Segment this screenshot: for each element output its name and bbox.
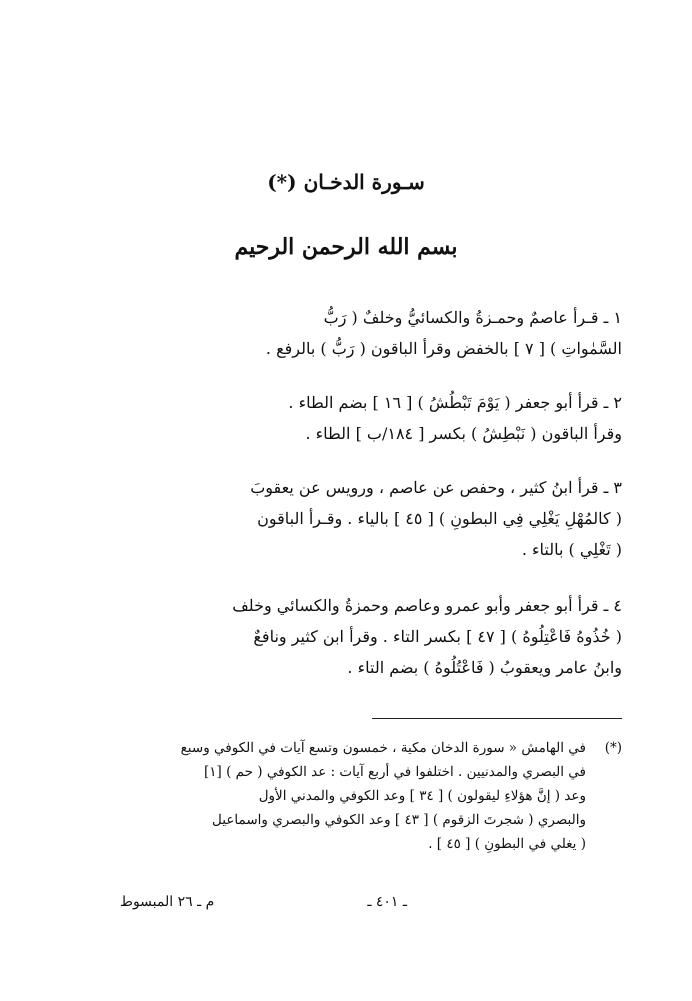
footnote-line: والبصري ( شجرتَ الزقوم ) [ ٤٣ ] وعد الكوفي والبصري واسماعيل [212,812,586,828]
reading-entry-1 [66,302,622,364]
page-number: ـ ٤٠١ ـ [367,894,407,910]
reading-entry-2 [66,387,622,449]
entry-line: السَّمٰواتِ ) [ ٧ ] بالخفض وقرأ الباقون ( رَبُّ ) بالرفع . [265,339,622,358]
entry-line: ( خُذُوهُ فَاعْتِلُوهُ ) [ ٤٧ ] بكسر التاء . وقرأ ابن كثير ونافعٌ [253,627,622,646]
entry-line: وقرأ الباقون ( نَبْطِشُ ) بكسر [ ١٨٤/ب ] الطاء . [305,424,622,443]
entry-line: ( كالمُهْلِ يَغْلِي فِي البطونِ ) [ ٤٥ ] بالياء . وقـرأ الباقون [257,509,622,528]
signature-mark: م ـ ٢٦ المبسوط [120,894,215,910]
entry-line: ١ ـ قـرأ عاصمٌ وحمـزةُ والكسائيُّ وخلفٌ ( رَبُّ [323,308,622,327]
footnote-line: في البصري والمدنيين . اختلفوا في أربع آيات : عد الكوفي ( حم ) [١] [204,764,586,780]
page-footer [0,894,692,920]
entry-line: وابنُ عامر ويعقوبُ ( فَاعْتُلُوهُ ) بضم التاء . [347,658,622,677]
footnote-marker: (*) [604,740,622,756]
entry-line: ٤ ـ قرأ أبو جعفر وأبو عمرو وعاصم وحمزةُ والكسائي وخلف [232,596,622,615]
reading-entry-4 [66,590,622,683]
footnote-first-line [66,736,622,760]
entry-line: ٣ ـ قرأ ابنُ كثير ، وحفص عن عاصم ، ورويس عن يعقوبَ [250,478,622,497]
reading-entry-3 [66,472,622,565]
footnote-line: وعد ( إنَّ هؤلاءِ ليقولون ) [ ٣٤ ] وعد الكوفي والمدني الأول [258,788,586,804]
basmala-heading: بسم الله الرحمن الرحيم [234,234,458,260]
footnote-line: ( يغلي في البطونِ ) [ ٤٥ ] . [428,836,586,852]
surah-title: سـورة الدخـان (*) [267,170,425,194]
entry-line: ( تَغْلِي ) بالتاء . [521,540,622,559]
footnote [66,736,622,856]
footnote-divider [372,718,622,719]
footnote-text: في الهامش « سورة الدخان مكية ، خمسون وتسع آيات في الكوفي وسبع [180,740,586,756]
entry-line: ٢ ـ قرأ أبو جعفر ( يَوْمَ تَبْطُشُ ) [ ١٦ ] بضم الطاء . [288,393,622,412]
